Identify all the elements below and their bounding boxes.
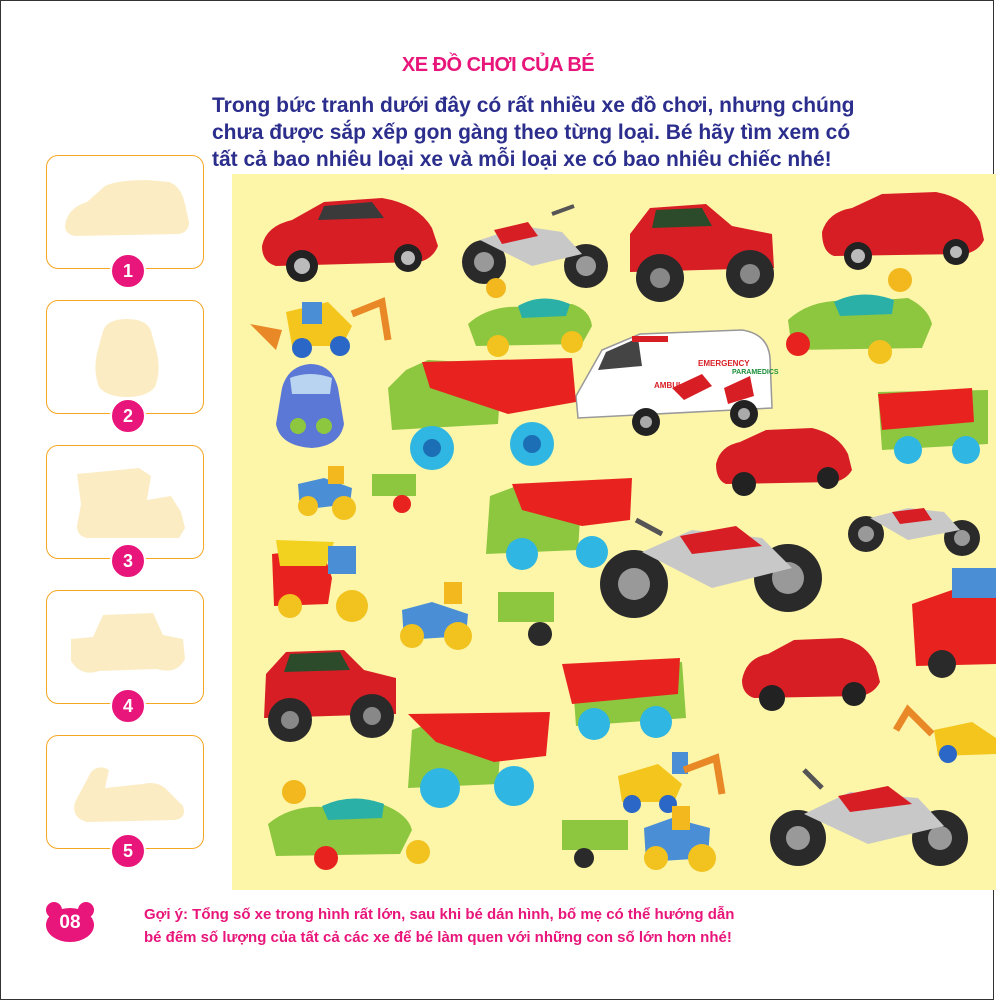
motorcycle-icon xyxy=(848,508,980,556)
blue-tractor-icon xyxy=(400,582,554,650)
dump-truck-icon xyxy=(562,658,686,740)
red-monster-jeep-icon xyxy=(264,650,396,742)
sticker-slot-1[interactable] xyxy=(46,155,204,269)
page-number: 08 xyxy=(59,912,81,933)
hint-line: Gợi ý: Tổng số xe trong hình rất lớn, sau khi bé dán hình, bố mẹ có thể hướng dẫn xyxy=(144,906,735,923)
motorcycle-icon xyxy=(600,520,822,618)
red-monster-jeep-icon xyxy=(630,204,774,302)
red-tractor-icon xyxy=(912,568,996,678)
slot-number-badge: 4 xyxy=(110,688,146,724)
hint-text xyxy=(144,903,764,949)
instruction-line: chưa được sắp xếp gọn gàng theo từng loại. Bé hãy tìm xem có xyxy=(212,121,851,144)
sticker-slot-5[interactable] xyxy=(46,735,204,849)
sticker-slot-2[interactable] xyxy=(46,300,204,414)
red-convertible-car-icon xyxy=(822,192,984,270)
hint-line: bé đếm số lượng của tất cả các xe để bé làm quen với những con số lớn hơn nhé! xyxy=(144,929,732,946)
ride-on-toy-icon xyxy=(268,780,430,870)
blue-tractor-icon xyxy=(298,466,416,520)
dump-truck-icon xyxy=(388,358,576,470)
motorcycle-icon xyxy=(770,770,968,866)
red-convertible-car-icon xyxy=(742,638,880,711)
ambulance-paramedics-label: PARAMEDICS xyxy=(732,369,779,376)
page-title: XE ĐỒ CHƠI CỦA BÉ xyxy=(401,54,595,76)
ride-on-toy-icon xyxy=(786,268,932,364)
dump-truck-icon xyxy=(486,478,632,570)
yellow-excavator-icon xyxy=(250,302,388,358)
yellow-excavator-icon xyxy=(896,710,996,763)
slot-number-badge: 5 xyxy=(110,833,146,869)
dump-truck-icon xyxy=(408,712,550,808)
ambulance-emergency-label: EMERGENCY xyxy=(698,359,750,368)
instruction-line: Trong bức tranh dưới đây có rất nhiều xe đồ chơi, nhưng chúng xyxy=(212,94,855,117)
blue-beetle-car-icon xyxy=(276,364,344,448)
instruction-line: tất cả bao nhiêu loại xe và mỗi loại xe có bao nhiêu chiếc nhé! xyxy=(212,148,832,171)
sticker-slot-4[interactable] xyxy=(46,590,204,704)
ambulance-icon xyxy=(576,330,779,436)
red-tractor-icon xyxy=(272,540,368,622)
toy-vehicles-scene xyxy=(232,174,996,890)
yellow-excavator-icon xyxy=(618,752,722,813)
red-convertible-car-icon xyxy=(262,198,438,282)
red-convertible-car-icon xyxy=(716,428,852,496)
blue-tractor-icon xyxy=(562,806,716,872)
page-number-badge xyxy=(42,900,98,944)
slot-number-badge: 2 xyxy=(110,398,146,434)
motorcycle-icon xyxy=(462,206,608,288)
slot-number-badge: 1 xyxy=(110,253,146,289)
ride-on-toy-icon xyxy=(468,278,592,357)
sticker-slot-3[interactable] xyxy=(46,445,204,559)
toy-vehicles-illustration xyxy=(232,174,996,890)
slot-number-badge: 3 xyxy=(110,543,146,579)
dump-truck-icon xyxy=(878,388,988,464)
ambulance-label: AMBULANCE xyxy=(654,381,706,390)
instructions xyxy=(212,92,855,173)
